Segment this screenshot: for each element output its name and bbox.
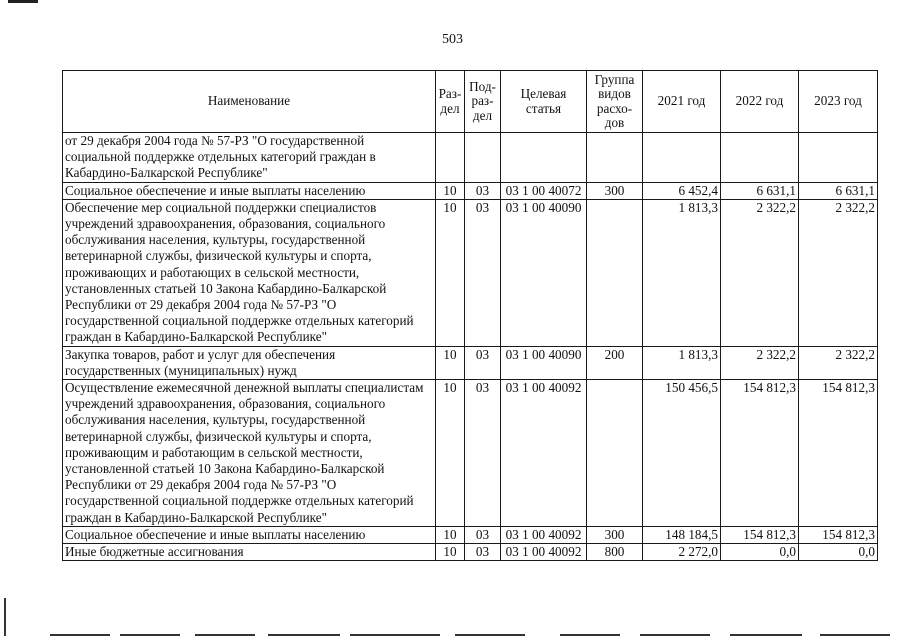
- header-name: Наименование: [63, 71, 436, 133]
- row-2022: 0,0: [721, 544, 799, 561]
- row-name: Обеспечение мер социальной поддержки специалистов учреждений здравоохранения, образования, социального обслуживания населения, культуры, государственной ветеринарной службы, физической культуры и спорта, проживающих и работающих в сельской местности, установленных статьей 10 Закона Кабардино-Балкарской Республики от 29 декабря 2004 года № 57-РЗ "О государственной социальной поддержке отдельных категорий граждан в Кабардино-Балкарской Республике": [63, 199, 436, 346]
- row-podrazdel: 03: [465, 526, 501, 543]
- table-row: [63, 199, 878, 346]
- scan-artifact-bottom-line: [820, 634, 890, 636]
- table-row: [63, 544, 878, 561]
- row-podrazdel: 03: [465, 182, 501, 199]
- row-podrazdel: 03: [465, 544, 501, 561]
- header-razdel: Раз- дел: [436, 71, 465, 133]
- row-tselevaya: 03 1 00 40092: [501, 526, 587, 543]
- row-razdel: 10: [436, 199, 465, 346]
- row-razdel: [436, 133, 465, 183]
- row-podrazdel: 03: [465, 346, 501, 379]
- row-name: от 29 декабря 2004 года № 57-РЗ "О государственной социальной поддержке отдельных категорий граждан в Кабардино-Балкарской Республике": [63, 133, 436, 183]
- table-row: [63, 380, 878, 527]
- row-tselevaya: 03 1 00 40072: [501, 182, 587, 199]
- header-gruppa: Группа видов расхо- дов: [587, 71, 643, 133]
- row-2022: 154 812,3: [721, 526, 799, 543]
- scan-artifact-bottom-line: [350, 634, 440, 636]
- row-tselevaya: 03 1 00 40092: [501, 544, 587, 561]
- row-2022: 2 322,2: [721, 199, 799, 346]
- scan-artifact-bottom-line: [120, 634, 180, 636]
- row-name: Иные бюджетные ассигнования: [63, 544, 436, 561]
- row-gruppa: [587, 133, 643, 183]
- row-2023: 2 322,2: [799, 346, 878, 379]
- row-2022: 2 322,2: [721, 346, 799, 379]
- scan-artifact-top: [8, 0, 38, 3]
- row-gruppa: [587, 380, 643, 527]
- row-razdel: 10: [436, 380, 465, 527]
- row-razdel: 10: [436, 544, 465, 561]
- row-2022: 6 631,1: [721, 182, 799, 199]
- row-2021: 6 452,4: [643, 182, 721, 199]
- row-name: Осуществление ежемесячной денежной выплаты специалистам учреждений здравоохранения, образования, социального обслуживания населения, культуры, государственной ветеринарной службы, физической культуры и спорта, проживающим и работающим в сельской местности, установленной статьей 10 Закона Кабардино-Балкарской Республики от 29 декабря 2004 года № 57-РЗ "О государственной социальной поддержке отдельных категорий граждан в Кабардино-Балкарской Республике": [63, 380, 436, 527]
- row-2021: 150 456,5: [643, 380, 721, 527]
- row-razdel: 10: [436, 526, 465, 543]
- table-row: [63, 346, 878, 379]
- budget-table: [62, 70, 878, 561]
- row-tselevaya: 03 1 00 40092: [501, 380, 587, 527]
- row-2023: 6 631,1: [799, 182, 878, 199]
- scan-artifact-bottom-line: [640, 634, 710, 636]
- row-2023: 154 812,3: [799, 526, 878, 543]
- row-2023: 154 812,3: [799, 380, 878, 527]
- scan-artifact-bottom-line: [50, 634, 110, 636]
- header-2023: 2023 год: [799, 71, 878, 133]
- table-row: [63, 182, 878, 199]
- scan-artifact-bottom-line: [268, 634, 340, 636]
- row-gruppa: 800: [587, 544, 643, 561]
- row-2021: 148 184,5: [643, 526, 721, 543]
- row-2021: [643, 133, 721, 183]
- header-2022: 2022 год: [721, 71, 799, 133]
- header-2021: 2021 год: [643, 71, 721, 133]
- row-2021: 1 813,3: [643, 199, 721, 346]
- row-gruppa: 300: [587, 182, 643, 199]
- row-podrazdel: [465, 133, 501, 183]
- row-tselevaya: [501, 133, 587, 183]
- scan-artifact-bottom-line: [560, 634, 620, 636]
- row-razdel: 10: [436, 182, 465, 199]
- row-2023: 0,0: [799, 544, 878, 561]
- row-2022: [721, 133, 799, 183]
- row-2023: [799, 133, 878, 183]
- row-name: Закупка товаров, работ и услуг для обеспечения государственных (муниципальных) нужд: [63, 346, 436, 379]
- scan-artifact-left: [4, 598, 6, 636]
- row-2021: 1 813,3: [643, 346, 721, 379]
- row-podrazdel: 03: [465, 380, 501, 527]
- header-tselevaya: Целевая статья: [501, 71, 587, 133]
- row-podrazdel: 03: [465, 199, 501, 346]
- scan-artifact-bottom-line: [455, 634, 525, 636]
- row-gruppa: 200: [587, 346, 643, 379]
- table-row: [63, 526, 878, 543]
- row-gruppa: 300: [587, 526, 643, 543]
- table-header-row: [63, 71, 878, 133]
- row-tselevaya: 03 1 00 40090: [501, 346, 587, 379]
- table-row: [63, 133, 878, 183]
- row-2023: 2 322,2: [799, 199, 878, 346]
- row-name: Социальное обеспечение и иные выплаты населению: [63, 526, 436, 543]
- scan-artifact-bottom-line: [195, 634, 255, 636]
- row-razdel: 10: [436, 346, 465, 379]
- row-2021: 2 272,0: [643, 544, 721, 561]
- row-gruppa: [587, 199, 643, 346]
- scan-artifact-bottom-line: [730, 634, 802, 636]
- row-name: Социальное обеспечение и иные выплаты населению: [63, 182, 436, 199]
- page-number: 503: [442, 32, 463, 47]
- row-2022: 154 812,3: [721, 380, 799, 527]
- header-podrazdel: Под- раз- дел: [465, 71, 501, 133]
- row-tselevaya: 03 1 00 40090: [501, 199, 587, 346]
